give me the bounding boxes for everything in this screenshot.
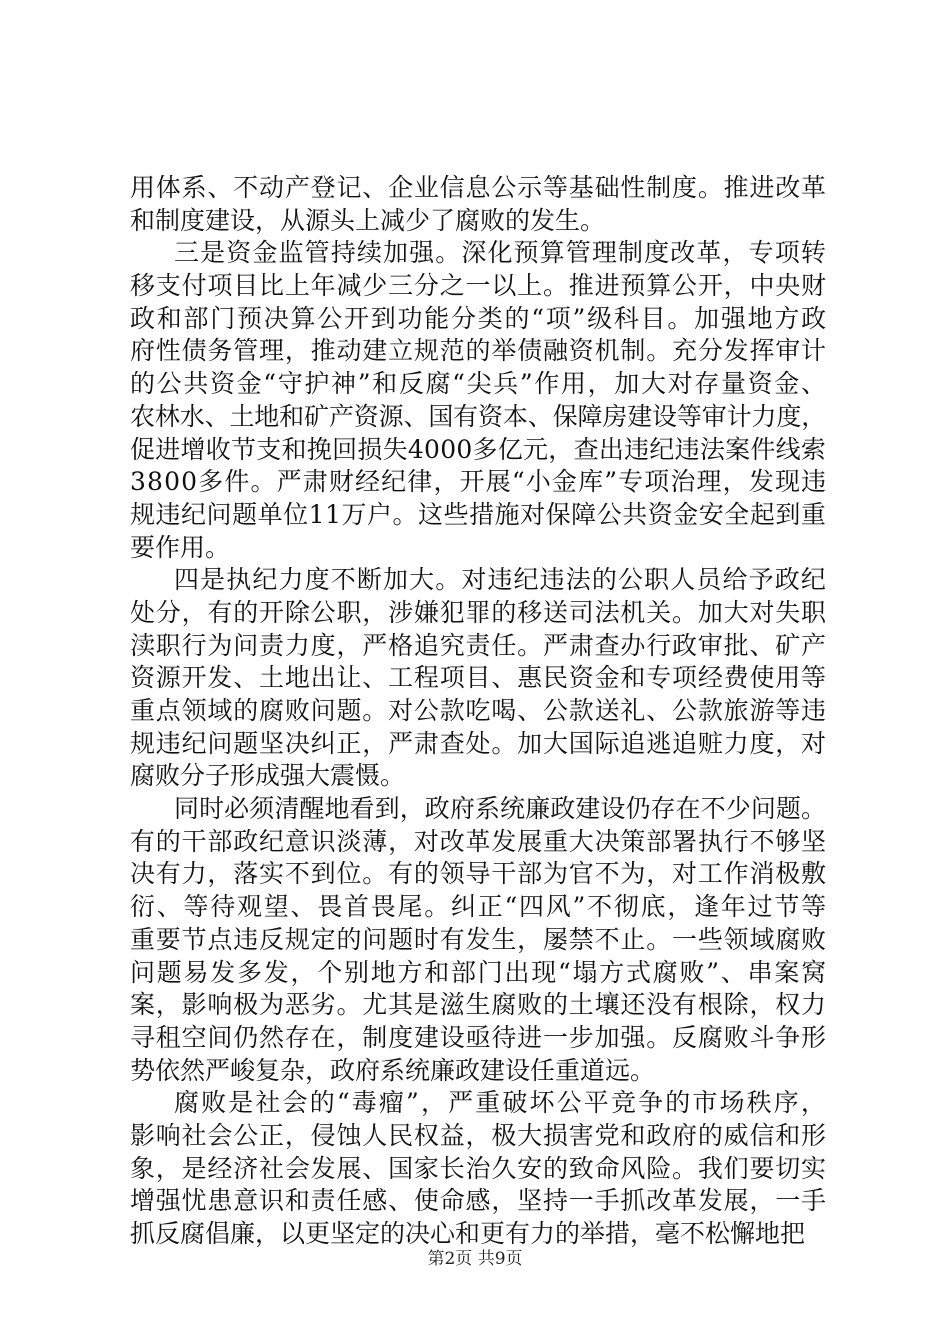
text-line: 决有力，落实不到位。有的领导干部为官不为，对工作消极敷	[130, 859, 827, 889]
text-line: 抓反腐倡廉，以更坚定的决心和更有力的举措，毫不松懈地把	[130, 1219, 806, 1248]
text-line: 重要节点违反规定的问题时有发生，屡禁不止。一些领域腐败	[130, 924, 827, 954]
text-line: 用体系、不动产登记、企业信息公示等基础性制度。推进改革	[130, 173, 827, 202]
text-line: 势依然严峻复杂，政府系统廉政建设任重道远。	[130, 1055, 656, 1085]
text-line: 影响社会公正，侵蚀人民权益，极大损害党和政府的威信和形	[130, 1120, 827, 1150]
text-line: 促进增收节支和挽回损失4000多亿元，查出违纪违法案件线索	[130, 434, 827, 464]
page-footer: 第2页 共9页	[427, 1249, 523, 1269]
text-line: 渎职行为问责力度，严格追究责任。严肃查办行政审批、矿产	[130, 630, 827, 660]
text-line: 府性债务管理，推动建立规范的举债融资机制。充分发挥审计	[130, 336, 827, 366]
text-line: 移支付项目比上年减少三分之一以上。推进预算公开，中央财	[130, 271, 827, 301]
text-line: 规违纪问题坚决纠正，严肃查处。加大国际追逃追赃力度，对	[130, 728, 827, 758]
text-line: 同时必须清醒地看到，政府系统廉政建设仍存在不少问题。	[174, 794, 827, 824]
text-line: 象，是经济社会发展、国家长治久安的致命风险。我们要切实	[130, 1153, 827, 1183]
document-body	[130, 172, 829, 1251]
text-line: 有的干部政纪意识淡薄，对改革发展重大决策部署执行不够坚	[130, 826, 827, 856]
text-line: 腐败分子形成强大震慑。	[130, 761, 406, 791]
text-line: 重点领域的腐败问题。对公款吃喝、公款送礼、公款旅游等违	[130, 696, 827, 725]
text-line: 要作用。	[130, 532, 231, 562]
text-line: 处分，有的开除公职，涉嫌犯罪的移送司法机关。加大对失职	[130, 597, 827, 627]
text-line: 寻租空间仍然存在，制度建设亟待进一步加强。反腐败斗争形	[130, 1022, 827, 1052]
text-line: 规违纪问题单位11万户。这些措施对保障公共资金安全起到重	[130, 499, 827, 529]
text-line: 衍、等待观望、畏首畏尾。纠正“四风”不彻底，逢年过节等	[130, 892, 828, 922]
text-line: 资源开发、土地出让、工程项目、惠民资金和专项经费使用等	[130, 663, 827, 693]
text-line: 三是资金监管持续加强。深化预算管理制度改革，专项转	[174, 238, 828, 268]
text-line: 农林水、土地和矿产资源、国有资本、保障房建设等审计力度，	[130, 401, 827, 431]
text-line: 增强忧患意识和责任感、使命感，坚持一手抓改革发展，一手	[130, 1186, 827, 1216]
text-line: 3800多件。严肃财经纪律，开展“小金库”专项治理，发现违	[130, 467, 828, 497]
text-line: 的公共资金“守护神”和反腐“尖兵”作用，加大对存量资金、	[130, 369, 828, 399]
text-line: 和制度建设，从源头上减少了腐败的发生。	[130, 205, 606, 235]
text-line: 四是执纪力度不断加大。对违纪违法的公职人员给予政纪	[174, 565, 828, 595]
text-line: 问题易发多发，个别地方和部门出现“塌方式腐败”、串案窝	[130, 957, 828, 987]
text-line: 腐败是社会的“毒瘤”，严重破坏公平竞争的市场秩序，	[174, 1088, 829, 1118]
text-line: 政和部门预决算公开到功能分类的“项”级科目。加强地方政	[130, 303, 828, 333]
text-line: 案，影响极为恶劣。尤其是滋生腐败的土壤还没有根除，权力	[130, 990, 827, 1020]
